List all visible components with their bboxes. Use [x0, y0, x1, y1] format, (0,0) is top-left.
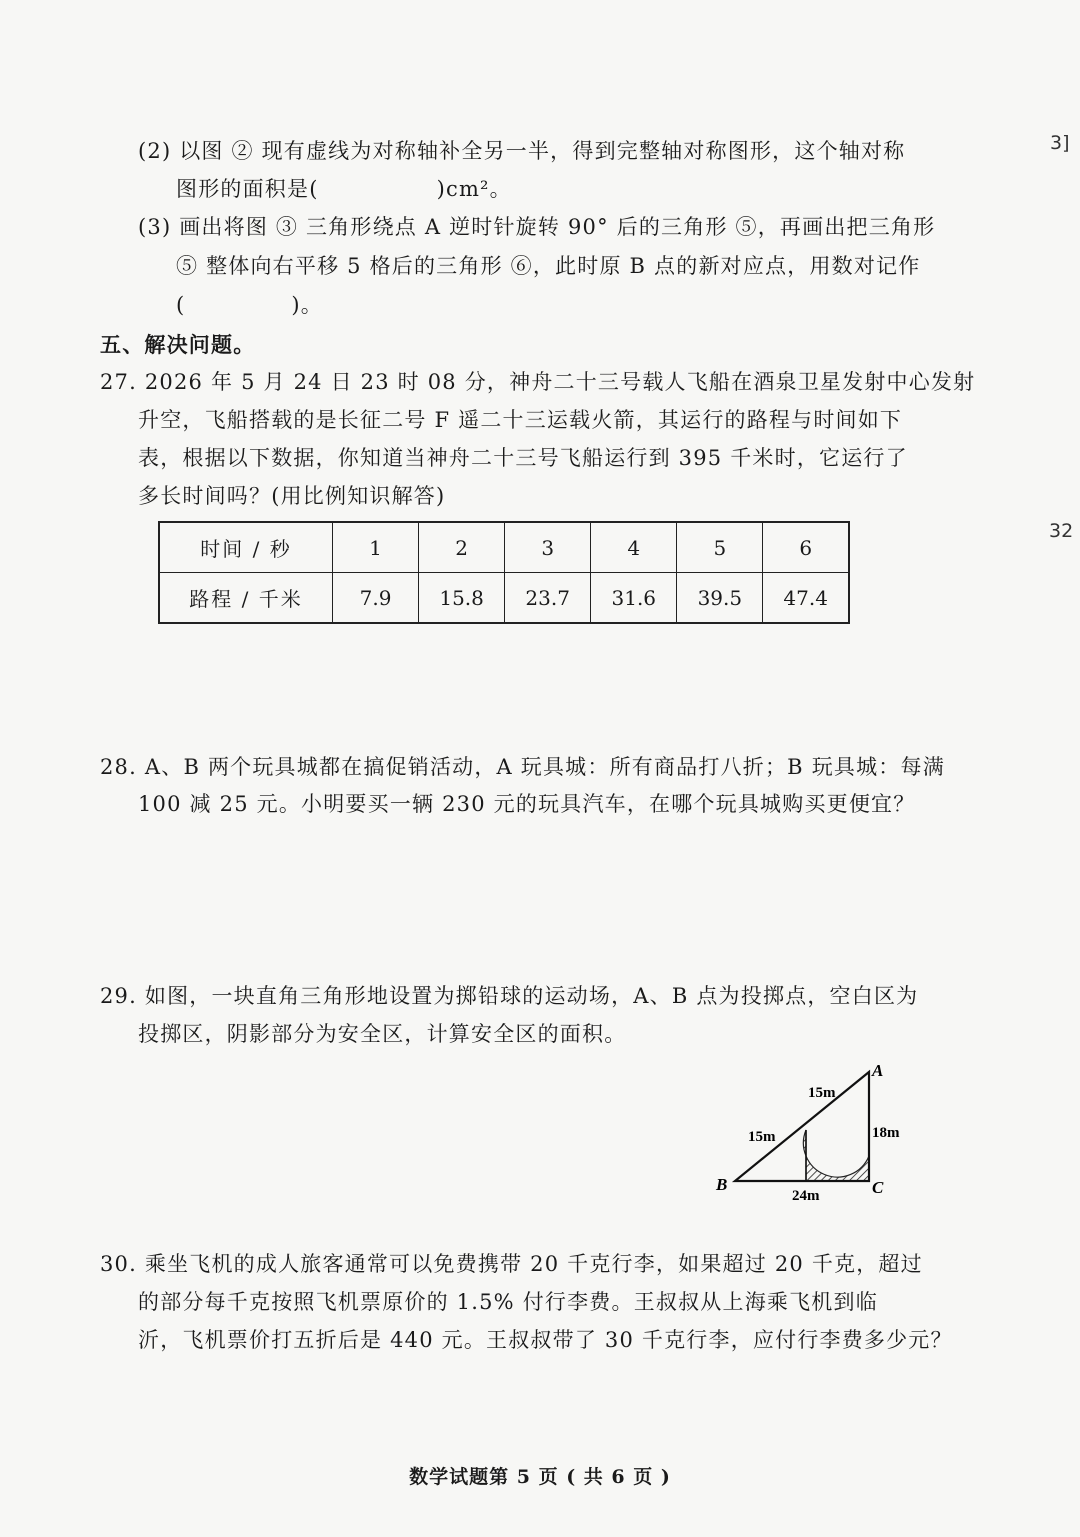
q26-part2-line1: (2) 以图 ② 现有虚线为对称轴补全另一半，得到完整轴对称图形，这个轴对称 — [138, 139, 906, 163]
table-cell: 15.8 — [419, 573, 505, 624]
table-header-cell: 路程 / 千米 — [159, 573, 333, 624]
q26-part3-close: )。 — [291, 293, 323, 317]
q27-line: 表，根据以下数据，你知道当神舟二十三号飞船运行到 395 千米时，它运行了 — [138, 446, 908, 470]
table-cell: 6 — [763, 522, 849, 573]
q30-line: 沂，飞机票价打五折后是 440 元。王叔叔带了 30 千克行李，应付行李费多少元？ — [138, 1328, 953, 1352]
table-row — [159, 522, 849, 573]
table-cell: 2 — [419, 522, 505, 573]
q27-line: 多长时间吗？(用比例知识解答) — [138, 484, 446, 508]
q29-line: 投掷区，阴影部分为安全区，计算安全区的面积。 — [138, 1022, 627, 1046]
q26-part2-line2 — [176, 174, 512, 204]
margin-mark-top: 3] — [1050, 132, 1070, 154]
table-cell: 39.5 — [677, 573, 763, 624]
q27-line: 升空，飞船搭载的是长征二号 F 遥二十三运载火箭，其运行的路程与时间如下 — [138, 408, 903, 432]
length-label-bc: 24m — [792, 1188, 820, 1204]
table-cell: 5 — [677, 522, 763, 573]
table-cell: 23.7 — [505, 573, 591, 624]
table-cell: 47.4 — [763, 573, 849, 624]
label-b: B — [716, 1175, 728, 1194]
q30-line: 的部分每千克按照飞机票原价的 1.5% 付行李费。王叔叔从上海乘飞机到临 — [138, 1290, 878, 1314]
table-cell: 4 — [591, 522, 677, 573]
table-header-cell: 时间 / 秒 — [159, 522, 333, 573]
shaded-safety-area — [803, 1130, 869, 1181]
table-cell: 1 — [333, 522, 419, 573]
margin-mark-middle: 32 — [1049, 520, 1074, 542]
right-triangle-figure — [700, 1050, 930, 1210]
length-label-ac: 18m — [872, 1125, 900, 1141]
q28-line: 100 减 25 元。小明要买一辆 230 元的玩具汽车，在哪个玩具城购买更便宜？ — [138, 792, 916, 816]
time-distance-table — [158, 521, 850, 624]
q26-part3-line3 — [176, 290, 323, 320]
q29-line: 29. 如图，一块直角三角形地设置为掷铅球的运动场，A、B 点为投掷点，空白区为 — [100, 984, 919, 1008]
q28-line: 28. A、B 两个玩具城都在搞促销活动，A 玩具城：所有商品打八折；B 玩具城：每满 — [100, 755, 945, 779]
q26-part2-prefix: 图形的面积是( — [176, 177, 319, 201]
q30-line: 30. 乘坐飞机的成人旅客通常可以免费携带 20 千克行李，如果超过 20 千克，超过 — [100, 1252, 923, 1276]
section-title: 五、解决问题。 — [100, 332, 256, 357]
q26-part3-line1: (3) 画出将图 ③ 三角形绕点 A 逆时针旋转 90° 后的三角形 ⑤，再画出把三角形 — [138, 215, 936, 239]
triangle-outline — [735, 1072, 869, 1181]
q26-part2-suffix: )cm²。 — [436, 177, 512, 201]
q26-part3-open: ( — [176, 293, 186, 317]
label-a: A — [872, 1061, 884, 1080]
length-label-upper: 15m — [808, 1085, 836, 1101]
table-row — [159, 573, 849, 624]
table-cell: 7.9 — [333, 573, 419, 624]
q26-part3-line2: ⑤ 整体向右平移 5 格后的三角形 ⑥，此时原 B 点的新对应点，用数对记作 — [176, 254, 921, 278]
length-label-lower: 15m — [748, 1129, 776, 1145]
table-cell: 31.6 — [591, 573, 677, 624]
page-footer: 数学试题第 5 页 ( 共 6 页 ) — [409, 1466, 671, 1488]
label-c: C — [872, 1178, 884, 1197]
table-cell: 3 — [505, 522, 591, 573]
q27-line: 27. 2026 年 5 月 24 日 23 时 08 分，神舟二十三号载人飞船在酒泉卫星发射中心发射 — [100, 370, 976, 394]
